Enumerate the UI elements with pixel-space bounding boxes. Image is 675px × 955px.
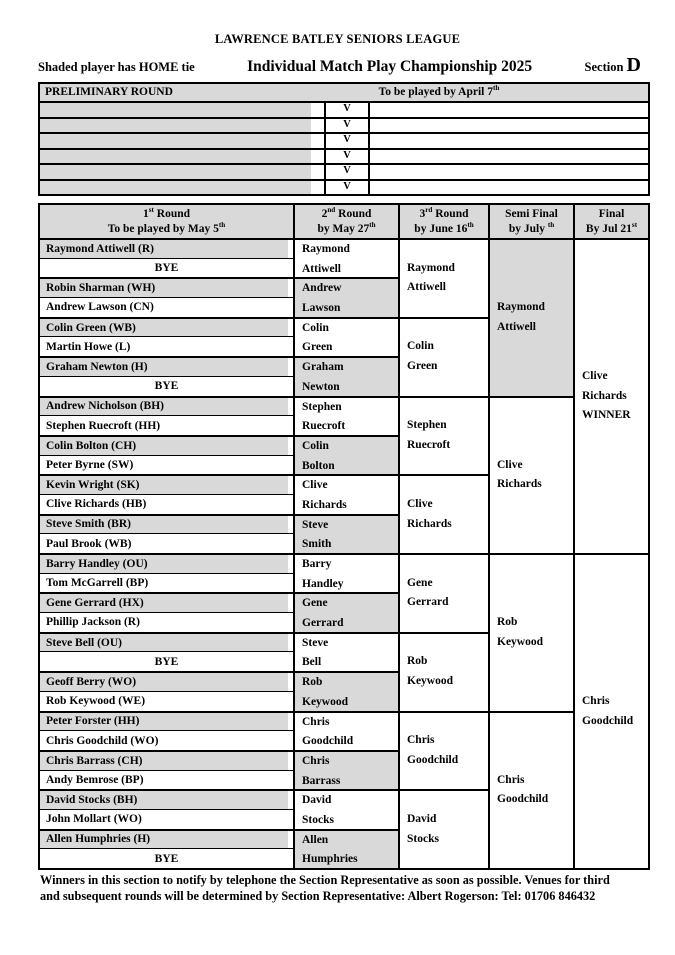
player-name: Phillip Jackson (R) xyxy=(46,616,140,629)
winner-first-name: Chris xyxy=(302,715,330,728)
home-tie-note: Shaded player has HOME tie xyxy=(38,60,195,74)
round-deadline-ordinal: th xyxy=(218,220,226,229)
winner-last-name: Richards xyxy=(497,478,542,491)
round2-winner-cell xyxy=(293,829,398,868)
bye-cell xyxy=(40,651,293,671)
winner-first-name: Clive xyxy=(407,497,433,510)
winner-last-name: Smith xyxy=(302,538,332,551)
winner-name-line: Clive xyxy=(582,369,608,382)
player-name: Chris Barrass (CH) xyxy=(46,754,143,767)
winner-last-name: Ruecroft xyxy=(302,420,346,433)
round3-winner-cell xyxy=(398,632,488,711)
winner-last-name: Keywood xyxy=(302,695,348,708)
round2-winner-cell xyxy=(293,514,398,553)
round-word: Round xyxy=(153,207,191,220)
round3-winner-cell xyxy=(398,789,488,868)
player-cell xyxy=(40,573,293,593)
player-cell xyxy=(40,592,293,612)
round-deadline: To be played by May 5 xyxy=(107,222,219,235)
final-winner-cell xyxy=(573,553,648,868)
winner-last-name: Gerrard xyxy=(407,596,449,609)
winner-last-name: Stocks xyxy=(407,832,439,845)
winner-first-name: Chris xyxy=(407,734,435,747)
winner-first-name: Raymond xyxy=(497,301,545,314)
player-cell xyxy=(40,632,293,652)
round3-winner-cell xyxy=(398,238,488,317)
player-cell xyxy=(40,356,293,376)
preliminary-deadline-ordinal: th xyxy=(492,84,500,93)
player-name: Graham Newton (H) xyxy=(46,360,148,373)
round-ordinal: st xyxy=(148,205,154,214)
section-word: Section xyxy=(584,60,627,74)
prelim-home-slot xyxy=(40,150,324,164)
round-header-2 xyxy=(293,205,398,238)
player-cell xyxy=(40,829,293,849)
round2-winner-cell xyxy=(293,356,398,395)
winner-first-name: Stephen xyxy=(302,400,342,413)
prelim-home-shading xyxy=(40,134,311,148)
prelim-home-slot xyxy=(40,181,324,195)
bye-label: BYE xyxy=(154,852,179,865)
player-name: Allen Humphries (H) xyxy=(46,833,151,846)
prelim-away-slot xyxy=(370,103,648,117)
player-cell xyxy=(40,809,293,829)
versus-label: V xyxy=(324,150,370,164)
player-cell xyxy=(40,474,293,494)
prelim-away-slot xyxy=(370,134,648,148)
player-name: Colin Bolton (CH) xyxy=(46,439,137,452)
winner-last-name: Goodchild xyxy=(407,753,459,766)
round-header-5 xyxy=(573,205,648,238)
prelim-match-row xyxy=(40,132,648,148)
preliminary-rows xyxy=(40,101,648,194)
player-name: Paul Brook (WB) xyxy=(46,537,132,550)
sheet-header xyxy=(38,54,641,77)
winner-first-name: Steve xyxy=(302,636,329,649)
player-cell xyxy=(40,415,293,435)
winner-name-line: Chris xyxy=(582,694,610,707)
player-cell xyxy=(40,770,293,790)
round-number: 2 xyxy=(321,207,328,220)
winner-first-name: David xyxy=(302,794,332,807)
prelim-match-row xyxy=(40,163,648,179)
prelim-home-slot xyxy=(40,165,324,179)
player-name: Andrew Lawson (CN) xyxy=(46,301,154,314)
winner-first-name: Clive xyxy=(302,479,328,492)
player-name: Chris Goodchild (WO) xyxy=(46,734,159,747)
player-cell xyxy=(40,553,293,573)
versus-label: V xyxy=(324,103,370,117)
prelim-match-row xyxy=(40,117,648,133)
winner-last-name: Goodchild xyxy=(497,793,549,806)
prelim-home-shading xyxy=(40,150,311,164)
round-header-1 xyxy=(40,205,293,238)
winner-label: WINNER xyxy=(582,409,631,422)
round2-winner-cell xyxy=(293,277,398,316)
championship-title: Individual Match Play Championship 2025 xyxy=(247,58,533,75)
round-header-line2 xyxy=(295,222,398,237)
winner-first-name: Chris xyxy=(302,754,330,767)
round-header-4 xyxy=(488,205,573,238)
bye-label: BYE xyxy=(154,655,179,668)
prelim-away-slot xyxy=(370,119,648,133)
prelim-match-row xyxy=(40,179,648,195)
round-deadline: By Jul 21 xyxy=(585,222,632,235)
footer-note-line1: Winners in this section to notify by telephone the Section Representative as soon as possible. Venues for third xyxy=(40,873,610,887)
winner-last-name: Humphries xyxy=(302,853,358,866)
winner-first-name: Allen xyxy=(302,833,329,846)
winner-first-name: Rob xyxy=(497,616,518,629)
round-header-3 xyxy=(398,205,488,238)
player-cell xyxy=(40,277,293,297)
round2-winner-cell xyxy=(293,671,398,710)
winner-first-name: Colin xyxy=(407,340,434,353)
winner-last-name: Green xyxy=(407,360,438,373)
winner-last-name: Bolton xyxy=(302,459,335,472)
winner-last-name: Stocks xyxy=(302,813,334,826)
player-name: Kevin Wright (SK) xyxy=(46,479,140,492)
final-winner-cell xyxy=(573,238,648,553)
round2-winner-cell xyxy=(293,711,398,750)
round-header-line2 xyxy=(40,222,293,237)
player-name: Andrew Nicholson (BH) xyxy=(46,400,164,413)
round-header-line1 xyxy=(490,207,573,222)
player-name: Martin Howe (L) xyxy=(46,340,131,353)
winner-last-name: Gerrard xyxy=(302,617,344,630)
round2-winner-cell xyxy=(293,435,398,474)
winner-first-name: Steve xyxy=(302,518,329,531)
round-deadline: by July xyxy=(508,222,548,235)
round2-winner-cell xyxy=(293,396,398,435)
player-cell xyxy=(40,297,293,317)
round-header-line2 xyxy=(400,222,488,237)
bye-cell xyxy=(40,258,293,278)
round3-winner-cell xyxy=(398,474,488,553)
player-name: Geoff Berry (WO) xyxy=(46,675,137,688)
winner-last-name: Handley xyxy=(302,577,344,590)
round-deadline-ordinal: th xyxy=(467,220,474,229)
semifinal-winner-cell xyxy=(488,238,573,396)
preliminary-table xyxy=(38,82,650,196)
winner-first-name: Colin xyxy=(302,439,329,452)
player-cell xyxy=(40,691,293,711)
player-name: John Mollart (WO) xyxy=(46,813,142,826)
round-number: 1 xyxy=(142,207,149,220)
round-deadline-ordinal: th xyxy=(547,220,555,229)
prelim-home-shading xyxy=(40,165,311,179)
bye-label: BYE xyxy=(154,262,179,275)
semifinal-winner-cell xyxy=(488,711,573,869)
round2-winner-cell xyxy=(293,592,398,631)
winner-first-name: Gene xyxy=(407,576,433,589)
prelim-home-slot xyxy=(40,134,324,148)
winner-last-name: Attiwell xyxy=(497,320,536,333)
round2-winner-cell xyxy=(293,553,398,592)
winner-last-name: Keywood xyxy=(407,675,453,688)
player-name: Andy Bemrose (BP) xyxy=(46,773,144,786)
prelim-home-shading xyxy=(40,181,311,195)
round-number: Semi Final xyxy=(505,207,558,220)
player-cell xyxy=(40,435,293,455)
player-name: Steve Bell (OU) xyxy=(46,636,123,649)
player-name: Peter Forster (HH) xyxy=(46,715,140,728)
round-header-line2 xyxy=(575,222,648,237)
prelim-away-slot xyxy=(370,150,648,164)
round2-winner-cell xyxy=(293,238,398,277)
player-cell xyxy=(40,612,293,632)
round-number: 3 xyxy=(419,207,426,220)
winner-last-name: Goodchild xyxy=(302,735,354,748)
section-label xyxy=(585,54,641,77)
round-word: Round xyxy=(335,207,372,220)
round-deadline: by June 16 xyxy=(414,222,468,235)
player-cell xyxy=(40,238,293,258)
round-ordinal: nd xyxy=(327,205,336,214)
section-letter: D xyxy=(626,54,641,76)
player-cell xyxy=(40,455,293,475)
player-name: Clive Richards (HB) xyxy=(46,498,147,511)
round2-winner-cell xyxy=(293,317,398,356)
player-cell xyxy=(40,317,293,337)
preliminary-round-title: PRELIMINARY ROUND xyxy=(45,86,173,98)
versus-label: V xyxy=(324,119,370,133)
winner-last-name: Ruecroft xyxy=(407,438,451,451)
winner-last-name: Barrass xyxy=(302,774,341,787)
winner-first-name: Stephen xyxy=(407,419,447,432)
prelim-away-slot xyxy=(370,165,648,179)
semifinal-winner-cell xyxy=(488,553,573,711)
round2-winner-cell xyxy=(293,632,398,671)
round-header-line1 xyxy=(400,207,488,222)
semifinal-winner-cell xyxy=(488,396,573,554)
preliminary-deadline xyxy=(40,84,648,101)
round3-winner-cell xyxy=(398,553,488,632)
winner-first-name: Clive xyxy=(497,458,523,471)
winner-first-name: David xyxy=(407,812,437,825)
prelim-away-slot xyxy=(370,181,648,195)
player-cell xyxy=(40,336,293,356)
winner-last-name: Bell xyxy=(302,656,322,669)
round3-winner-cell xyxy=(398,317,488,396)
player-cell xyxy=(40,789,293,809)
round-header-line1 xyxy=(295,207,398,222)
player-name: Robin Sharman (WH) xyxy=(46,282,156,295)
winner-last-name: Richards xyxy=(302,498,347,511)
round3-winner-cell xyxy=(398,711,488,790)
winner-last-name: Lawson xyxy=(302,302,341,315)
player-name: Gene Gerrard (HX) xyxy=(46,597,144,610)
winner-first-name: Barry xyxy=(302,558,332,570)
player-name: Steve Smith (BR) xyxy=(46,518,131,531)
round3-winner-cell xyxy=(398,396,488,475)
player-name: Tom McGarrell (BP) xyxy=(46,577,149,590)
winner-first-name: Rob xyxy=(302,676,323,689)
prelim-home-slot xyxy=(40,103,324,117)
versus-label: V xyxy=(324,181,370,195)
player-cell xyxy=(40,494,293,514)
winner-name-line: Goodchild xyxy=(582,714,634,727)
round-number: Final xyxy=(598,207,625,220)
player-cell xyxy=(40,514,293,534)
winner-last-name: Newton xyxy=(302,380,340,393)
player-name: Peter Byrne (SW) xyxy=(46,458,134,471)
round2-winner-cell xyxy=(293,789,398,828)
winner-first-name: Andrew xyxy=(302,282,342,295)
winner-last-name: Attiwell xyxy=(407,281,446,294)
round-header-line2 xyxy=(490,222,573,237)
winner-first-name: Colin xyxy=(302,321,329,334)
winner-first-name: Gene xyxy=(302,597,328,610)
player-name: Rob Keywood (WE) xyxy=(46,695,146,708)
prelim-home-shading xyxy=(40,119,311,133)
player-name: Raymond Attiwell (R) xyxy=(46,242,154,255)
winner-last-name: Attiwell xyxy=(302,262,341,275)
round-word: Round xyxy=(432,207,469,220)
round2-winner-cell xyxy=(293,750,398,789)
footer-note-line2: and subsequent rounds will be determined by Section Representative: Albert Rogerson: Tel: 01706 846432 xyxy=(40,888,596,903)
winner-first-name: Rob xyxy=(407,655,428,668)
player-name: David Stocks (BH) xyxy=(46,794,138,807)
player-name: Colin Green (WB) xyxy=(46,321,136,334)
round-header-line1 xyxy=(575,207,648,222)
player-cell xyxy=(40,750,293,770)
player-cell xyxy=(40,396,293,416)
winner-first-name: Raymond xyxy=(302,243,350,255)
player-cell xyxy=(40,730,293,750)
player-cell xyxy=(40,671,293,691)
league-title: LAWRENCE BATLEY SENIORS LEAGUE xyxy=(214,32,461,46)
prelim-home-slot xyxy=(40,119,324,133)
player-name: Stephen Ruecroft (HH) xyxy=(46,419,161,432)
round-ordinal: rd xyxy=(425,205,433,214)
bye-cell xyxy=(40,376,293,396)
winner-first-name: Raymond xyxy=(407,261,455,274)
player-name: Barry Handley (OU) xyxy=(46,557,148,570)
winner-last-name: Keywood xyxy=(497,635,543,648)
versus-label: V xyxy=(324,165,370,179)
round2-winner-cell xyxy=(293,474,398,513)
round-deadline-ordinal: st xyxy=(631,220,638,229)
prelim-match-row xyxy=(40,148,648,164)
winner-first-name: Graham xyxy=(302,361,344,374)
winner-first-name: Chris xyxy=(497,773,525,786)
prelim-match-row xyxy=(40,101,648,117)
winner-last-name: Green xyxy=(302,341,333,354)
footer-note xyxy=(40,873,648,904)
preliminary-deadline-text: To be played by April 7 xyxy=(378,86,493,98)
winner-last-name: Richards xyxy=(407,517,452,530)
versus-label: V xyxy=(324,134,370,148)
round-deadline: by May 27 xyxy=(317,222,370,235)
round-header-line1 xyxy=(40,207,293,222)
preliminary-header xyxy=(40,84,648,101)
round-deadline-ordinal: th xyxy=(369,220,376,229)
prelim-home-shading xyxy=(40,103,311,117)
bye-label: BYE xyxy=(154,380,179,393)
bracket-table xyxy=(38,203,650,870)
player-cell xyxy=(40,533,293,553)
bye-cell xyxy=(40,848,293,868)
winner-name-line: Richards xyxy=(582,389,627,402)
player-cell xyxy=(40,711,293,731)
